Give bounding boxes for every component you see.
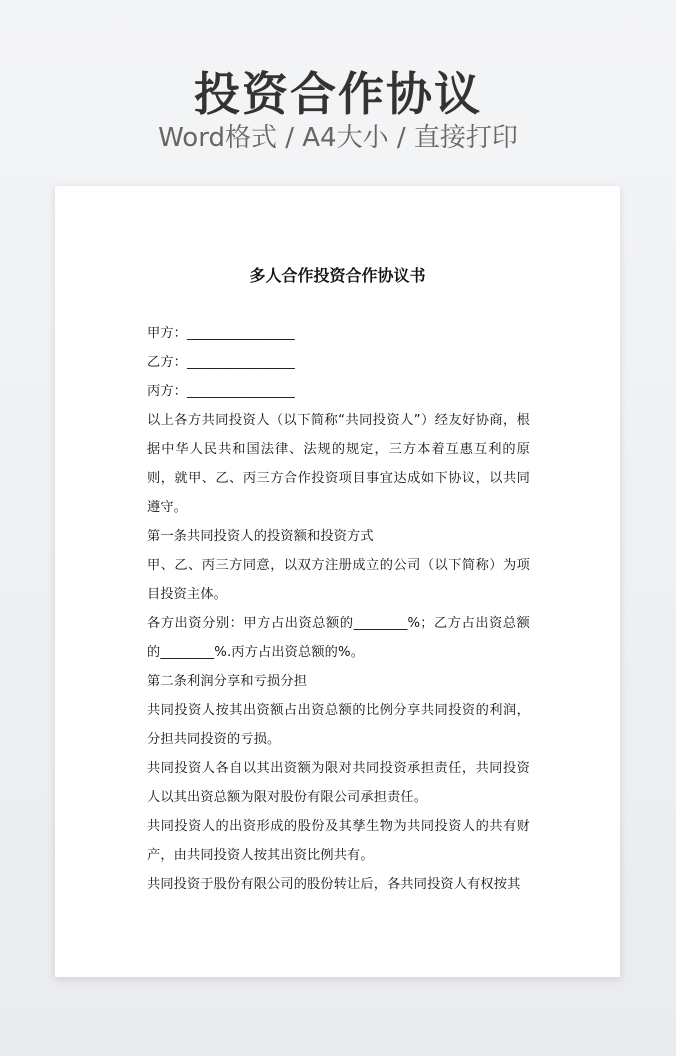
article-2-paragraph: 共同投资人按其出资额占出资总额的比例分享共同投资的利润，分担共同投资的亏损。 bbox=[147, 703, 530, 747]
article-2-paragraph: 共同投资人各自以其出资额为限对共同投资承担责任，共同投资人以其出资总额为限对股份有限公司承担责任。 bbox=[147, 761, 530, 805]
article-1-paragraph: 各方出资分别：甲方占出资总额的________%；乙方占出资总额的________%.丙方占出资总额的%。 bbox=[147, 616, 530, 660]
document-title: 多人合作投资合作协议书 bbox=[249, 266, 426, 285]
document-body bbox=[147, 319, 530, 899]
banner-title: 投资合作协议 bbox=[194, 67, 482, 121]
banner-subtitle: Word格式 / A4大小 / 直接打印 bbox=[158, 123, 518, 153]
party-a-line: 甲方：________________ bbox=[147, 326, 295, 341]
article-2-heading: 第二条利润分享和亏损分担 bbox=[147, 674, 308, 689]
party-b-line: 乙方：________________ bbox=[147, 355, 295, 370]
document-page bbox=[55, 186, 620, 977]
article-1-paragraph: 甲、乙、丙三方同意，以双方注册成立的公司（以下简称）为项目投资主体。 bbox=[147, 558, 530, 602]
article-2-paragraph: 共同投资人的出资形成的股份及其孳生物为共同投资人的共有财产，由共同投资人按其出资比例共有。 bbox=[147, 819, 530, 863]
party-c-line: 丙方：________________ bbox=[147, 384, 295, 399]
preamble-paragraph: 以上各方共同投资人（以下简称“共同投资人”）经友好协商，根据中华人民共和国法律、法规的规定，三方本着互惠互利的原则，就甲、乙、丙三方合作投资项目事宜达成如下协议，以共同遵守。 bbox=[147, 413, 530, 515]
article-1-heading: 第一条共同投资人的投资额和投资方式 bbox=[147, 529, 374, 544]
article-2-paragraph: 共同投资于股份有限公司的股份转让后，各共同投资人有权按其 bbox=[147, 877, 521, 892]
